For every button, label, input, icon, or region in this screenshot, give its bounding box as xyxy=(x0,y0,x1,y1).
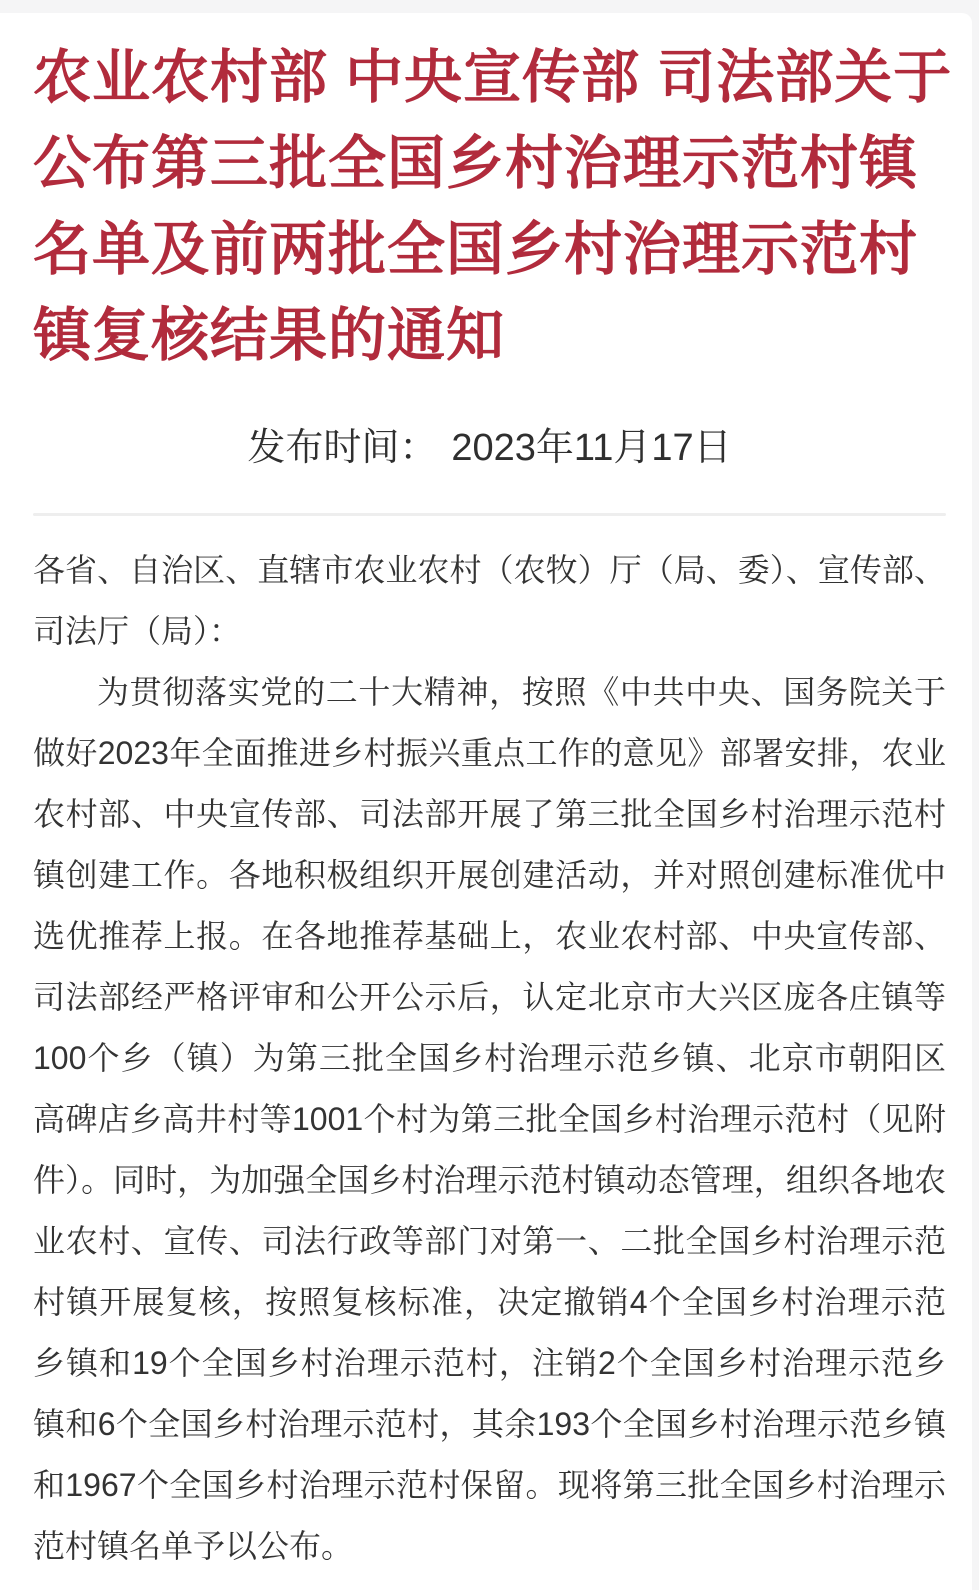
content-card xyxy=(0,13,972,1590)
notice-title-line-4: 镇复核结果的通知 xyxy=(33,303,506,368)
notice-title-line-1: 农业农村部 中央宣传部 司法部关于 xyxy=(33,45,953,110)
section-divider xyxy=(33,513,946,516)
salutation: 各省、自治区、直辖市农业农村（农牧）厅（局、委）、宣传部、司法厅（局）： xyxy=(33,552,946,649)
notice-title xyxy=(33,35,953,379)
paragraph: 为贯彻落实党的二十大精神，按照《中共中央、国务院关于做好2023年全面推进乡村振兴重点工作的意见》部署安排，农业农村部、中央宣传部、司法部开展了第三批全国乡村治理示范村镇创建工作。各地积极组织开展创建活动，并对照创建标准优中选优推荐上报。在各地推荐基础上，农业农村部、中央宣传部、司法部经严格评审和公开公示后，认定北京市大兴区庞各庄镇等100个乡（镇）为第三批全国乡村治理示范乡镇、北京市朝阳区高碑店乡高井村等1001个村为第三批全国乡村治理示范村（见附件）。同时，为加强全国乡村治理示范村镇动态管理，组织各地农业农村、宣传、司法行政等部门对第一、二批全国乡村治理示范村镇开展复核，按照复核标准，决定撤销4个全国乡村治理示范乡镇和19个全国乡村治理示范村，注销2个全国乡村治理示范乡镇和6个全国乡村治理示范村，其余193个全国乡村治理示范乡镇和1967个全国乡村治理示范村保留。现将第三批全国乡村治理示范村镇名单予以公布。 xyxy=(33,674,946,1564)
publish-date-label: 发布时间： xyxy=(247,427,438,469)
notice-body xyxy=(33,540,946,1577)
notice-title-line-3: 名单及前两批全国乡村治理示范村 xyxy=(33,217,919,282)
publish-date-value: 2023年11月17日 xyxy=(451,427,732,469)
publish-date xyxy=(33,422,946,474)
notice-title-line-2: 公布第三批全国乡村治理示范村镇 xyxy=(33,131,919,196)
